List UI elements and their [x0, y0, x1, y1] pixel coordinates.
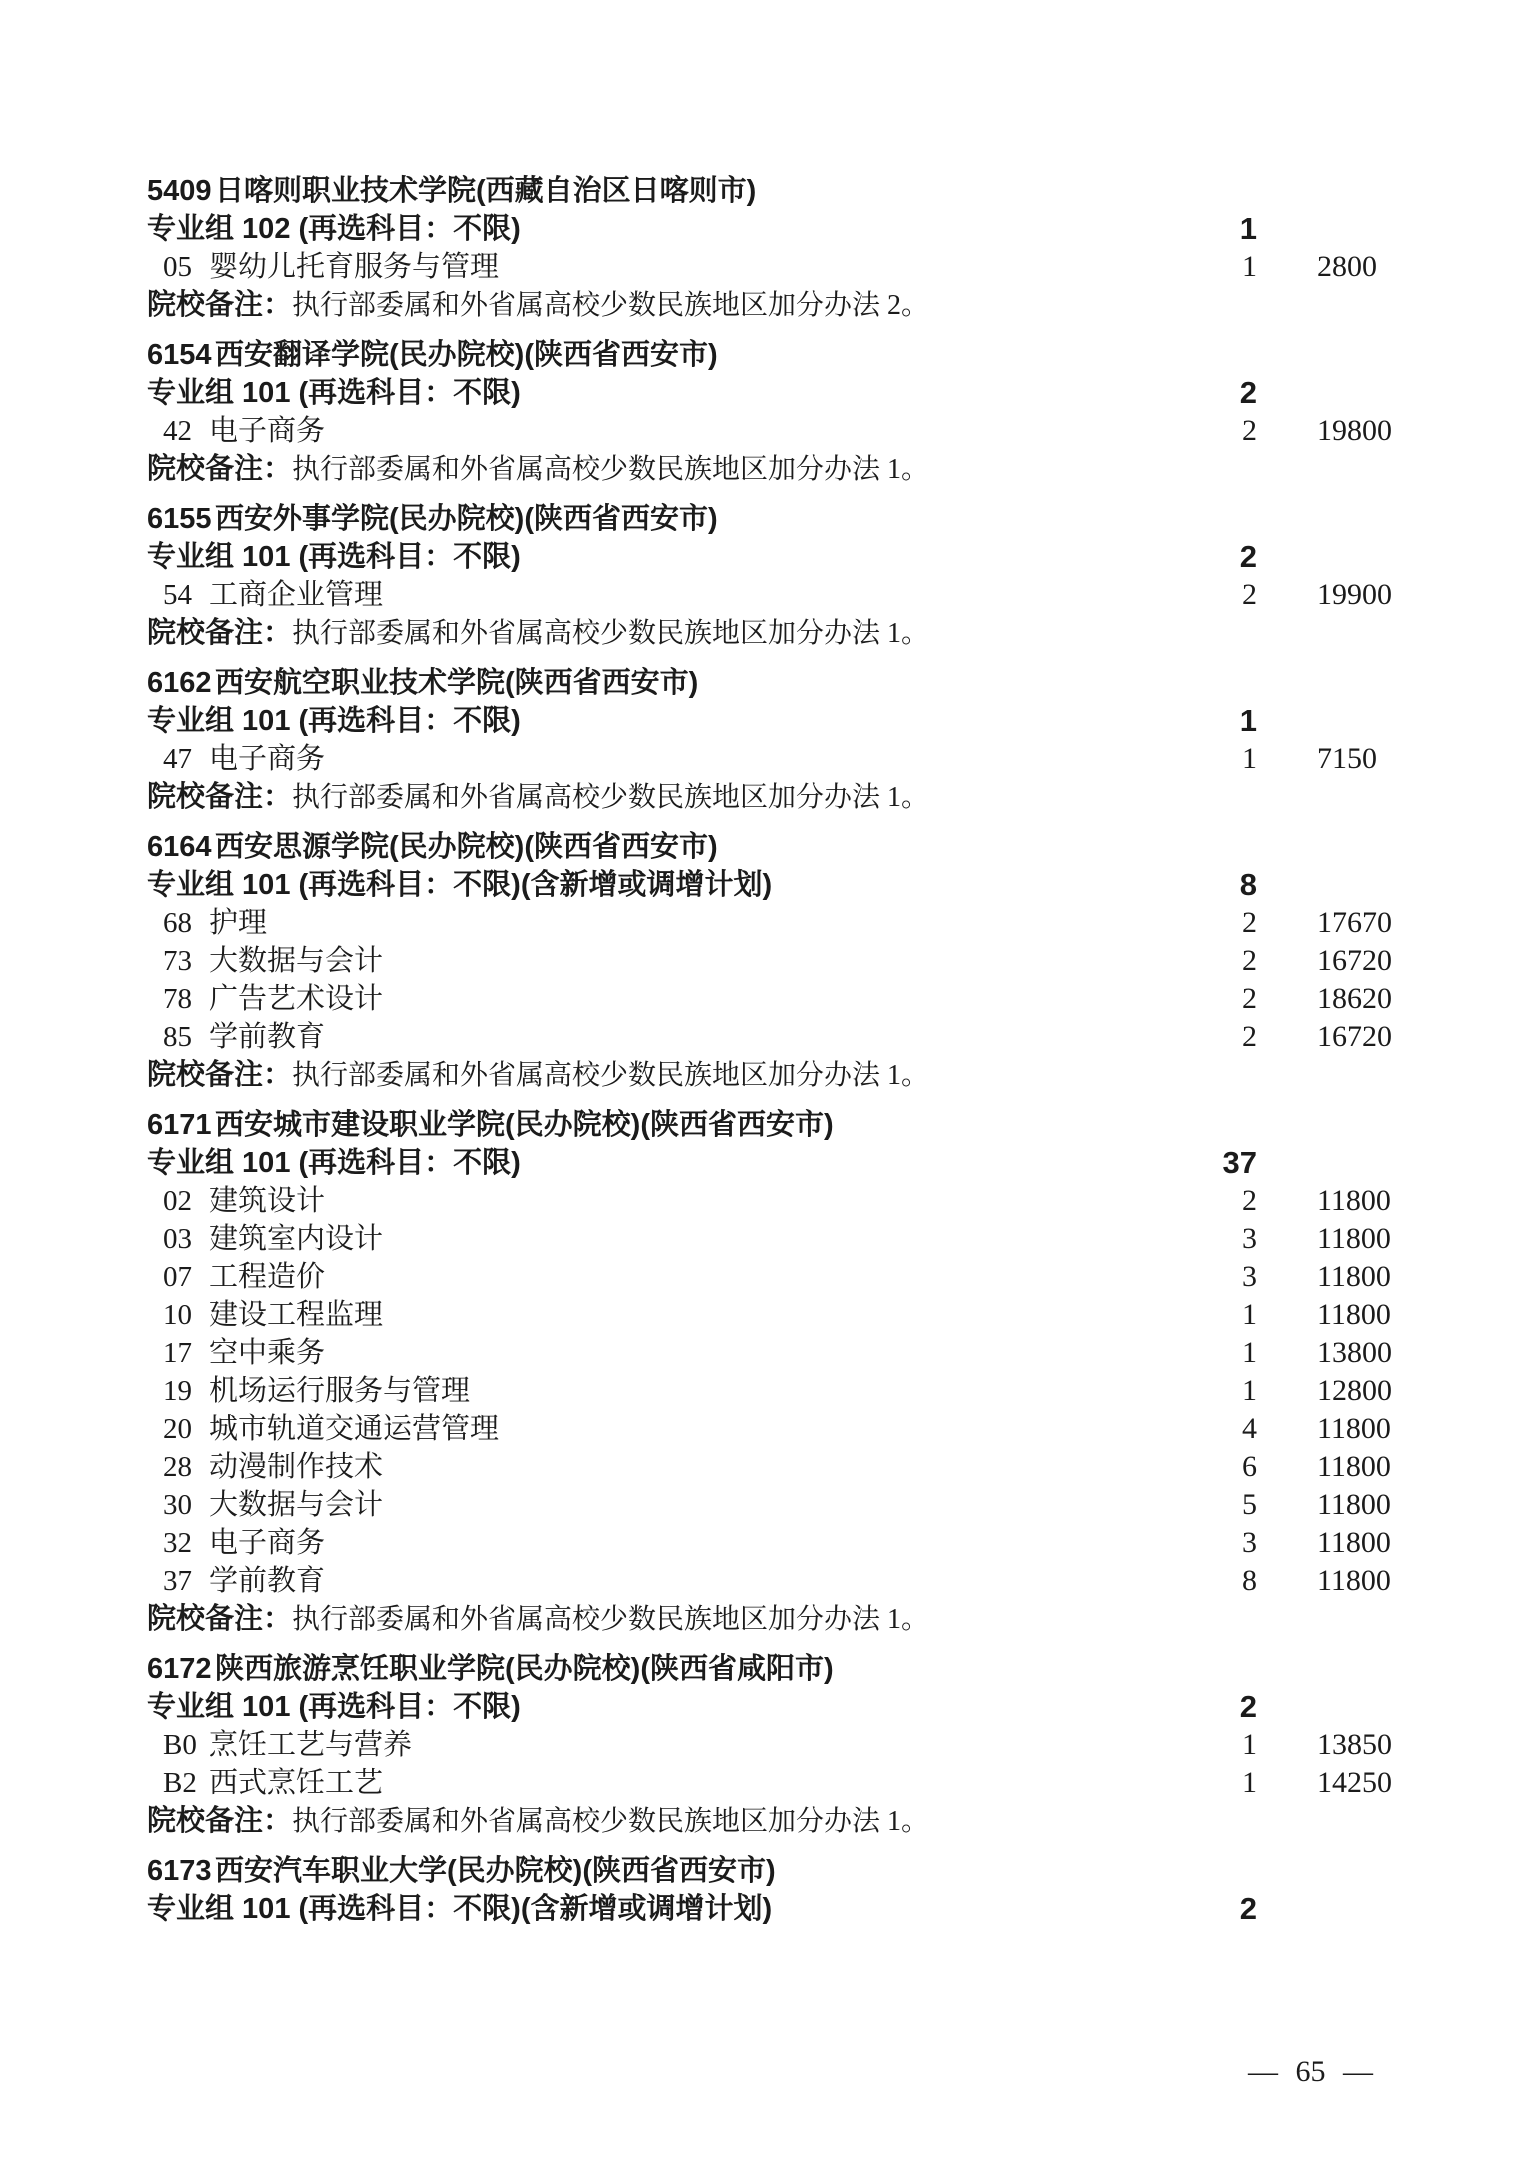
major-fee: 16720 — [1317, 1020, 1392, 1053]
major-fee: 14250 — [1317, 1766, 1392, 1799]
institution-row — [147, 1106, 1517, 1144]
major-name: 学前教育 — [209, 1021, 326, 1053]
major-code: 47 — [163, 743, 192, 775]
major-row — [147, 1726, 1517, 1764]
institution-code: 6162 — [147, 667, 212, 699]
remark-text: 执行部委属和外省属高校少数民族地区加分办法 1。 — [292, 1060, 930, 1091]
major-count: 1 — [1242, 742, 1257, 775]
major-name: 护理 — [209, 907, 268, 939]
major-row — [147, 1372, 1517, 1410]
institution-row — [147, 336, 1517, 374]
remark-text: 执行部委属和外省属高校少数民族地区加分办法 1。 — [292, 1604, 930, 1635]
major-row — [147, 1182, 1517, 1220]
major-name: 电子商务 — [209, 415, 326, 447]
major-name: 学前教育 — [209, 1565, 326, 1597]
major-fee: 11800 — [1317, 1184, 1391, 1217]
major-count: 2 — [1242, 578, 1257, 611]
major-code: B2 — [163, 1767, 197, 1799]
major-count: 2 — [1242, 906, 1257, 939]
institution-name: 西安外事学院(民办院校)(陕西省西安市) — [215, 503, 718, 535]
major-code: 68 — [163, 907, 192, 939]
institution-name: 日喀则职业技术学院(西藏自治区日喀则市) — [215, 175, 757, 207]
major-name: 电子商务 — [209, 743, 326, 775]
major-name: 广告艺术设计 — [209, 983, 384, 1015]
major-code: 30 — [163, 1489, 192, 1521]
group-count: 2 — [1239, 539, 1257, 574]
major-row — [147, 1258, 1517, 1296]
major-count: 3 — [1242, 1222, 1257, 1255]
institution-name: 西安城市建设职业学院(民办院校)(陕西省西安市) — [215, 1109, 834, 1141]
institution-block — [0, 1852, 1517, 1928]
group-label: 专业组 101 (再选科目：不限) — [147, 1147, 521, 1179]
major-row — [147, 1524, 1517, 1562]
major-row — [147, 576, 1517, 614]
institution-row — [147, 1650, 1517, 1688]
group-count: 1 — [1239, 703, 1257, 738]
major-name: 城市轨道交通运营管理 — [209, 1413, 500, 1445]
group-label: 专业组 101 (再选科目：不限) — [147, 705, 521, 737]
major-row — [147, 1764, 1517, 1802]
major-name: 婴幼儿托育服务与管理 — [209, 251, 500, 283]
major-code: 54 — [163, 579, 192, 611]
major-code: 32 — [163, 1527, 192, 1559]
major-code: 85 — [163, 1021, 192, 1053]
group-row — [147, 210, 1517, 248]
institution-name: 西安翻译学院(民办院校)(陕西省西安市) — [215, 339, 718, 371]
remark-label: 院校备注： — [147, 1059, 293, 1091]
institution-name: 西安思源学院(民办院校)(陕西省西安市) — [215, 831, 718, 863]
institution-name: 西安汽车职业大学(民办院校)(陕西省西安市) — [215, 1855, 776, 1887]
institution-block — [0, 828, 1517, 1094]
major-fee: 16720 — [1317, 944, 1392, 977]
remark-text: 执行部委属和外省属高校少数民族地区加分办法 1。 — [292, 782, 930, 813]
group-count: 2 — [1239, 375, 1257, 410]
institution-name: 陕西旅游烹饪职业学院(民办院校)(陕西省咸阳市) — [215, 1653, 834, 1685]
remark-label: 院校备注： — [147, 1805, 293, 1837]
major-count: 1 — [1242, 1336, 1257, 1369]
group-label: 专业组 101 (再选科目：不限) — [147, 541, 521, 573]
major-count: 1 — [1242, 1374, 1257, 1407]
institution-block — [0, 172, 1517, 324]
major-code: 03 — [163, 1223, 192, 1255]
remark-label: 院校备注： — [147, 1603, 293, 1635]
major-fee: 12800 — [1317, 1374, 1392, 1407]
institution-code: 6164 — [147, 831, 212, 863]
major-code: 19 — [163, 1375, 192, 1407]
group-label: 专业组 102 (再选科目：不限) — [147, 213, 521, 245]
major-fee: 17670 — [1317, 906, 1392, 939]
major-name: 工商企业管理 — [209, 579, 384, 611]
major-row — [147, 248, 1517, 286]
major-code: 20 — [163, 1413, 192, 1445]
group-row — [147, 1688, 1517, 1726]
major-fee: 13800 — [1317, 1336, 1392, 1369]
major-name: 动漫制作技术 — [209, 1451, 384, 1483]
remark-text: 执行部委属和外省属高校少数民族地区加分办法 1。 — [292, 454, 930, 485]
major-fee: 2800 — [1317, 250, 1377, 283]
major-name: 机场运行服务与管理 — [209, 1375, 471, 1407]
major-code: 17 — [163, 1337, 192, 1369]
major-fee: 18620 — [1317, 982, 1392, 1015]
institution-code: 6173 — [147, 1855, 212, 1887]
major-row — [147, 1296, 1517, 1334]
major-fee: 11800 — [1317, 1564, 1391, 1597]
remark-row — [147, 286, 1517, 324]
remark-row — [147, 1802, 1517, 1840]
page-footer — [1248, 2053, 1373, 2091]
major-row — [147, 1562, 1517, 1600]
major-code: 05 — [163, 251, 192, 283]
major-row — [147, 1018, 1517, 1056]
institution-block — [0, 1650, 1517, 1840]
remark-label: 院校备注： — [147, 289, 293, 321]
major-row — [147, 1448, 1517, 1486]
major-fee: 19800 — [1317, 414, 1392, 447]
group-count: 8 — [1239, 867, 1257, 902]
institution-block — [0, 336, 1517, 488]
institution-row — [147, 1852, 1517, 1890]
major-code: 07 — [163, 1261, 192, 1293]
major-row — [147, 412, 1517, 450]
group-count: 37 — [1222, 1145, 1257, 1180]
major-name: 建设工程监理 — [209, 1299, 384, 1331]
major-fee: 11800 — [1317, 1298, 1391, 1331]
major-fee: 7150 — [1317, 742, 1377, 775]
major-code: 73 — [163, 945, 192, 977]
group-row — [147, 1144, 1517, 1182]
institution-row — [147, 172, 1517, 210]
major-count: 1 — [1242, 250, 1257, 283]
major-count: 3 — [1242, 1526, 1257, 1559]
remark-row — [147, 1056, 1517, 1094]
major-count: 2 — [1242, 1020, 1257, 1053]
group-label: 专业组 101 (再选科目：不限)(含新增或调增计划) — [147, 1893, 773, 1925]
major-row — [147, 740, 1517, 778]
major-name: 大数据与会计 — [209, 1489, 384, 1521]
major-code: 10 — [163, 1299, 192, 1331]
major-count: 2 — [1242, 414, 1257, 447]
major-row — [147, 1334, 1517, 1372]
institution-block — [0, 1106, 1517, 1638]
remark-label: 院校备注： — [147, 781, 293, 813]
major-row — [147, 1410, 1517, 1448]
major-name: 建筑室内设计 — [209, 1223, 384, 1255]
major-count: 1 — [1242, 1298, 1257, 1331]
major-code: 28 — [163, 1451, 192, 1483]
institution-code: 5409 — [147, 175, 212, 207]
major-row — [147, 904, 1517, 942]
major-fee: 11800 — [1317, 1260, 1391, 1293]
remark-row — [147, 1600, 1517, 1638]
major-row — [147, 1486, 1517, 1524]
institution-row — [147, 828, 1517, 866]
major-code: 78 — [163, 983, 192, 1015]
remark-label: 院校备注： — [147, 453, 293, 485]
major-fee: 13850 — [1317, 1728, 1392, 1761]
institution-code: 6171 — [147, 1109, 212, 1141]
institution-name: 西安航空职业技术学院(陕西省西安市) — [215, 667, 699, 699]
major-name: 西式烹饪工艺 — [209, 1767, 384, 1799]
remark-text: 执行部委属和外省属高校少数民族地区加分办法 1。 — [292, 1806, 930, 1837]
remark-row — [147, 778, 1517, 816]
group-label: 专业组 101 (再选科目：不限)(含新增或调增计划) — [147, 869, 773, 901]
major-code: B0 — [163, 1729, 197, 1761]
institution-code: 6172 — [147, 1653, 212, 1685]
institution-block — [0, 664, 1517, 816]
group-row — [147, 702, 1517, 740]
major-fee: 11800 — [1317, 1450, 1391, 1483]
major-fee: 11800 — [1317, 1488, 1391, 1521]
major-name: 大数据与会计 — [209, 945, 384, 977]
major-code: 37 — [163, 1565, 192, 1597]
major-fee: 11800 — [1317, 1412, 1391, 1445]
major-name: 工程造价 — [209, 1261, 326, 1293]
remark-label: 院校备注： — [147, 617, 293, 649]
major-count: 4 — [1242, 1412, 1257, 1445]
institution-code: 6155 — [147, 503, 212, 535]
remark-row — [147, 450, 1517, 488]
major-name: 电子商务 — [209, 1527, 326, 1559]
major-row — [147, 942, 1517, 980]
major-count: 1 — [1242, 1766, 1257, 1799]
major-row — [147, 980, 1517, 1018]
major-count: 2 — [1242, 944, 1257, 977]
group-count: 2 — [1239, 1891, 1257, 1926]
institution-code: 6154 — [147, 339, 212, 371]
major-row — [147, 1220, 1517, 1258]
major-fee: 11800 — [1317, 1222, 1391, 1255]
major-name: 空中乘务 — [209, 1337, 326, 1369]
major-fee: 19900 — [1317, 578, 1392, 611]
institution-block — [0, 500, 1517, 652]
major-count: 1 — [1242, 1728, 1257, 1761]
group-label: 专业组 101 (再选科目：不限) — [147, 1691, 521, 1723]
major-count: 2 — [1242, 982, 1257, 1015]
major-code: 02 — [163, 1185, 192, 1217]
major-code: 42 — [163, 415, 192, 447]
major-count: 3 — [1242, 1260, 1257, 1293]
group-row — [147, 1890, 1517, 1928]
remark-text: 执行部委属和外省属高校少数民族地区加分办法 2。 — [292, 290, 930, 321]
major-name: 烹饪工艺与营养 — [209, 1729, 413, 1761]
group-label: 专业组 101 (再选科目：不限) — [147, 377, 521, 409]
major-count: 5 — [1242, 1488, 1257, 1521]
institution-blocks — [0, 172, 1517, 1928]
group-row — [147, 538, 1517, 576]
major-fee: 11800 — [1317, 1526, 1391, 1559]
major-name: 建筑设计 — [209, 1185, 326, 1217]
major-count: 6 — [1242, 1450, 1257, 1483]
group-row — [147, 866, 1517, 904]
major-count: 8 — [1242, 1564, 1257, 1597]
institution-row — [147, 500, 1517, 538]
remark-row — [147, 614, 1517, 652]
major-count: 2 — [1242, 1184, 1257, 1217]
page-number: — 65 — — [1248, 2055, 1373, 2088]
group-count: 1 — [1239, 211, 1257, 246]
group-count: 2 — [1239, 1689, 1257, 1724]
remark-text: 执行部委属和外省属高校少数民族地区加分办法 1。 — [292, 618, 930, 649]
institution-row — [147, 664, 1517, 702]
group-row — [147, 374, 1517, 412]
